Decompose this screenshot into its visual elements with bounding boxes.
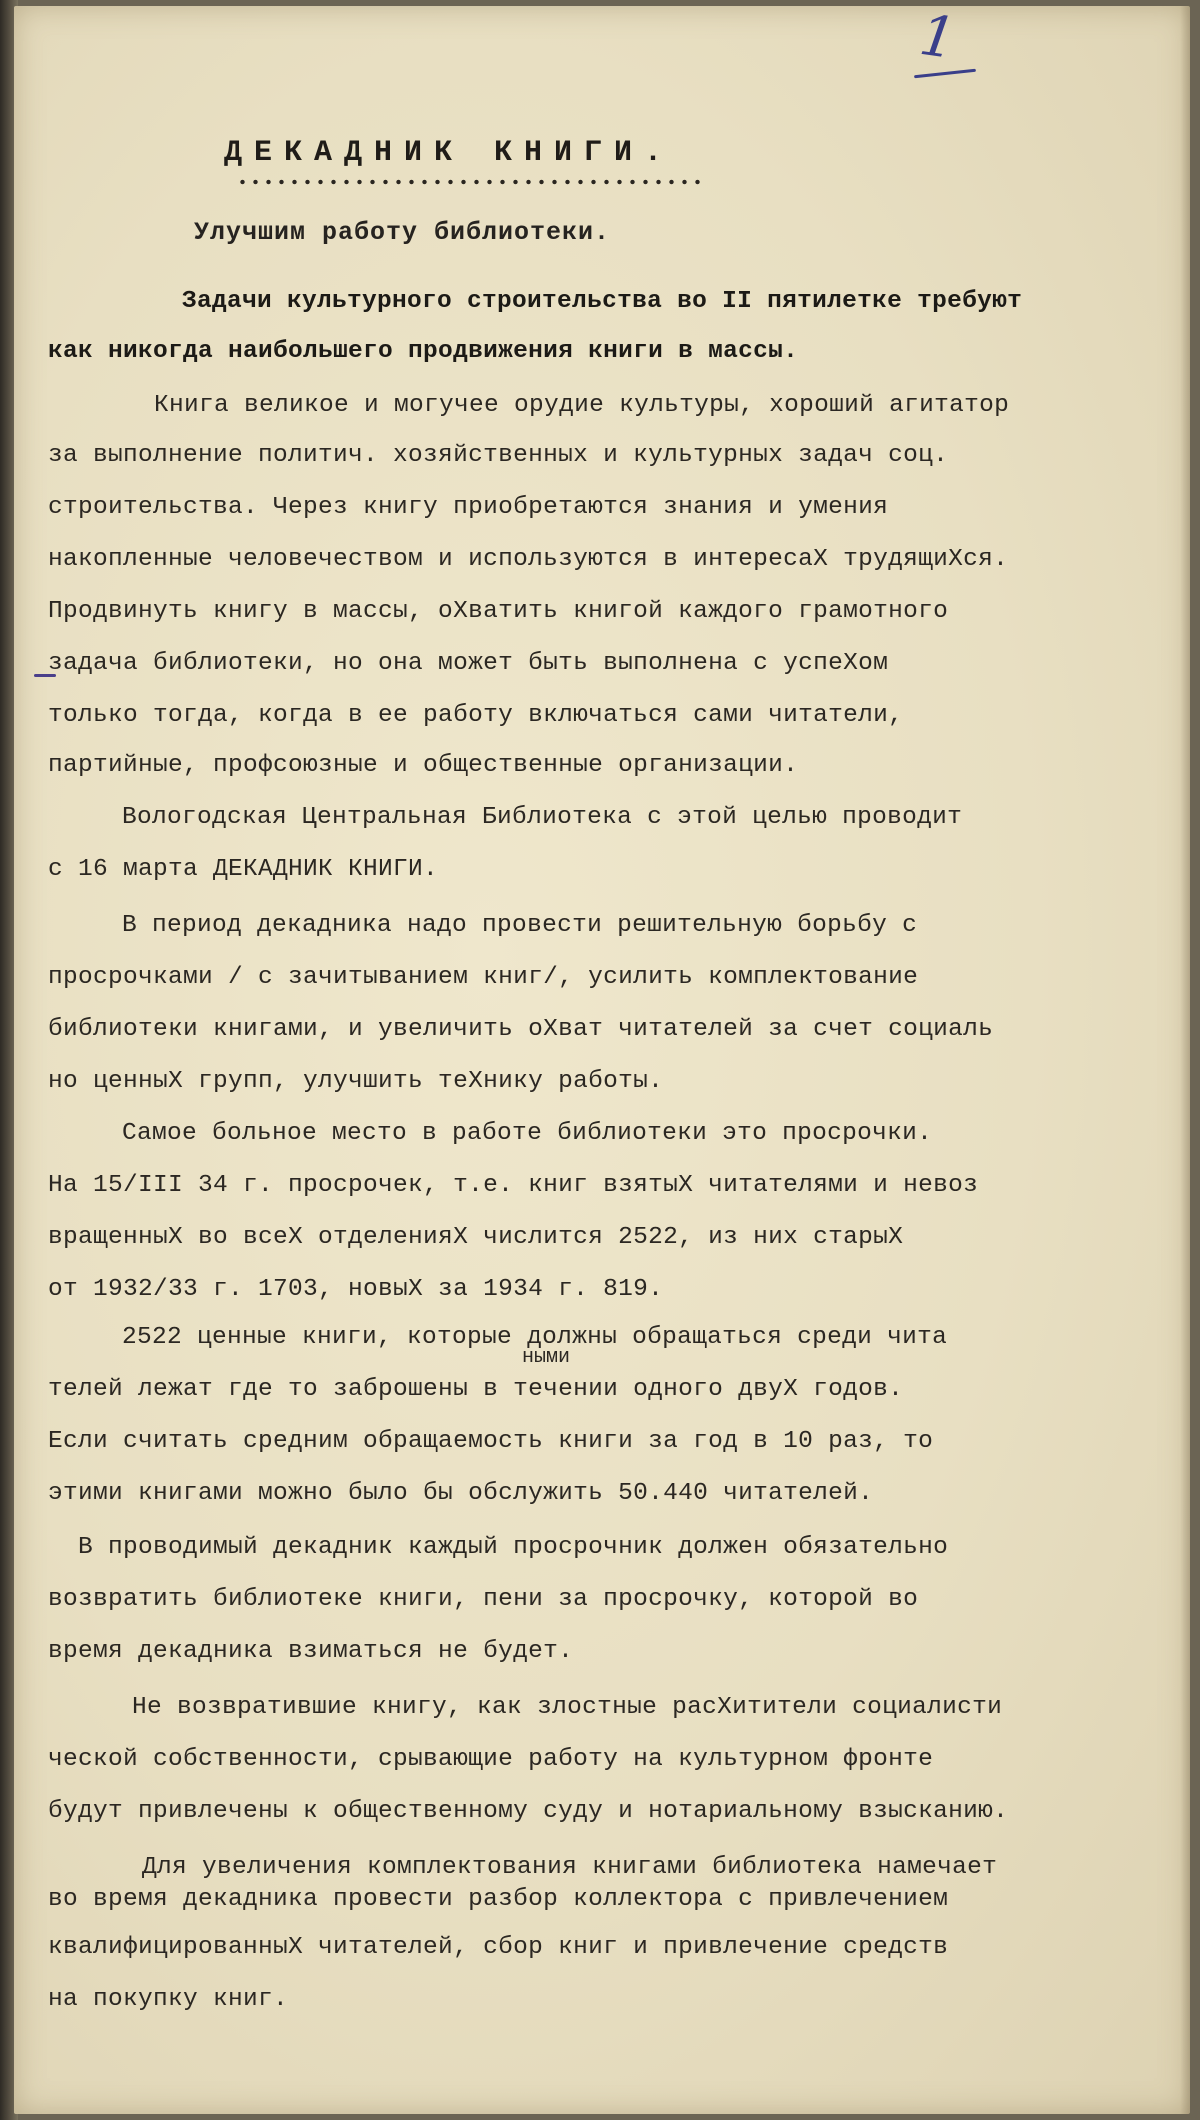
text-line: Самое больное место в работе библиотеки это просрочки. (122, 1120, 933, 1147)
text-line: вращенныХ во всеХ отделенияХ числится 2522, из них старыХ (48, 1224, 904, 1251)
text-line: телей лежат где то заброшены в течении одного двуХ годов. (48, 1376, 904, 1403)
text-line: накопленные человечеством и используются в интересаХ трудящиХся. (48, 546, 1009, 573)
title-dotted-rule (236, 178, 706, 186)
text-line: с 16 марта ДЕКАДНИК КНИГИ. (48, 856, 439, 883)
text-line: на покупку книг. (48, 1986, 289, 2013)
text-line: Если считать средним обращаемость книги за год в 10 раз, то (48, 1428, 934, 1455)
text-line: строительства. Через книгу приобретаются знания и умения (48, 494, 889, 521)
document-title: ДЕКАДНИК КНИГИ. (224, 136, 675, 170)
text-line: На 15/III 34 г. просрочек, т.е. книг взятыХ читателями и невоз (48, 1172, 979, 1199)
text-line: партийные, профсоюзные и общественные организации. (48, 752, 799, 779)
text-line: библиотеки книгами, и увеличить оХват читателей за счет социаль (48, 1016, 994, 1043)
text-line: будут привлечены к общественному суду и нотариальному взысканию. (48, 1798, 1009, 1825)
text-line: от 1932/33 г. 1703, новыХ за 1934 г. 819. (48, 1276, 664, 1303)
text-line: возвратить библиотеке книги, пени за просрочку, которой во (48, 1586, 919, 1613)
text-line: время декадника взиматься не будет. (48, 1638, 574, 1665)
text-line: В период декадника надо провести решительную борьбу с (122, 912, 918, 939)
text-line: 2522 ценные книги, которые должны обращаться среди чита (122, 1324, 948, 1351)
document-page (14, 2, 1190, 2114)
text-line: Не возвратившие книгу, как злостные расХитители социалисти (132, 1694, 1003, 1721)
text-line: Продвинуть книгу в массы, оХватить книгой каждого грамотного (48, 598, 949, 625)
text-line: во время декадника провести разбор коллектора с привлечением (48, 1886, 949, 1913)
text-line: только тогда, когда в ее работу включаться сами читатели, (48, 702, 904, 729)
text-line: Вологодская Центральная Библиотека с этой целью проводит (122, 804, 963, 831)
text-line: В проводимый декадник каждый просрочник должен обязательно (78, 1534, 949, 1561)
text-line: квалифицированныХ читателей, сбор книг и привлечение средств (48, 1934, 949, 1961)
text-line: этими книгами можно было бы обслужить 50.440 читателей. (48, 1480, 874, 1507)
text-line: Для увеличения комплектования книгами библиотека намечает (142, 1854, 998, 1881)
interlinear-insert: ными (522, 1346, 571, 1369)
document-subtitle: Улучшим работу библиотеки. (194, 218, 611, 247)
text-line: просрочками / с зачитыванием книг/, усилить комплектование (48, 964, 919, 991)
text-line: за выполнение политич. хозяйственных и культурных задач соц. (48, 442, 949, 469)
text-line: Задачи культурного строительства во II пятилетке требуют (182, 288, 1023, 315)
page-edge-shadow (1180, 6, 1190, 2114)
text-line: задача библиотеки, но она может быть выполнена с успеХом (48, 650, 889, 677)
text-line: но ценныХ групп, улучшить теХнику работы. (48, 1068, 664, 1095)
text-line: Книга великое и могучее орудие культуры, хороший агитатор (154, 392, 1010, 419)
text-line: ческой собственности, срывающие работу на культурном фронте (48, 1746, 934, 1773)
folio-number: 1 (915, 2, 961, 73)
text-line: как никогда наибольшего продвижения книги в массы. (48, 338, 799, 365)
